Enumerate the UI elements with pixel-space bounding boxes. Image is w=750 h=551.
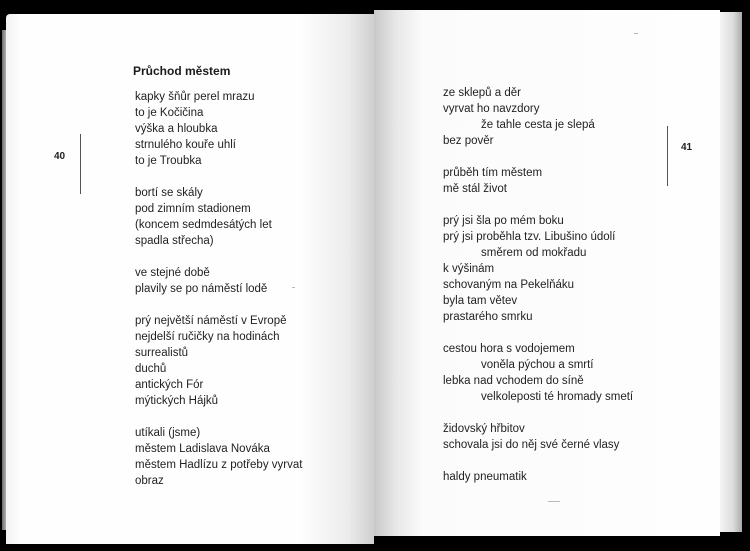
paper-speck xyxy=(292,287,295,288)
stanza-break xyxy=(135,297,302,313)
poem-line: výška a hloubka xyxy=(135,123,218,135)
poem-line: městem Hadlízu z potřeby vyrvat xyxy=(135,459,303,471)
poem-line: plavily se po náměstí lodě xyxy=(135,283,268,295)
poem-line: obraz xyxy=(135,475,164,487)
poem-title: Průchod městem xyxy=(133,64,231,78)
right-page-edges xyxy=(720,12,742,532)
poem-line: průběh tím městem xyxy=(443,167,543,179)
paper-speck xyxy=(548,501,560,502)
left-margin-rule xyxy=(80,134,81,194)
poem-line: utíkali (jsme) xyxy=(135,427,201,439)
poem-line: prý největší náměstí v Evropě xyxy=(135,315,287,327)
poem-line: surrealistů xyxy=(135,347,189,359)
poem-line: prý jsi proběhla tzv. Libušino údolí xyxy=(443,231,616,243)
stanza-break xyxy=(135,249,302,265)
poem-line: bortí se skály xyxy=(135,187,203,199)
poem-line: lebka nad vchodem do síně xyxy=(443,375,584,387)
poem-line: prý jsi šla po mém boku xyxy=(443,215,564,227)
poem-line: ve stejné době xyxy=(135,267,210,279)
right-page-number: 41 xyxy=(681,142,693,153)
stanza-break xyxy=(443,149,633,165)
poem-line: cestou hora s vodojemem xyxy=(443,343,575,355)
left-poem-text xyxy=(135,89,302,489)
poem-line: prastarého smrku xyxy=(443,311,533,323)
poem-line: velkoleposti té hromady smetí xyxy=(481,391,634,403)
paper-speck xyxy=(634,33,638,34)
stanza-break xyxy=(135,409,302,425)
poem-line: mýtických Hájků xyxy=(135,395,219,407)
poem-line: nejdelší ručičky na hodinách xyxy=(135,331,280,343)
poem-line: městem Ladislava Nováka xyxy=(135,443,270,455)
poem-line: směrem od mokřadu xyxy=(481,247,587,259)
stanza-break xyxy=(135,169,302,185)
poem-line: pod zimním stadionem xyxy=(135,203,251,215)
left-page-number: 40 xyxy=(54,151,66,162)
stanza-break xyxy=(443,197,633,213)
poem-line: bez pověr xyxy=(443,135,494,147)
poem-line: spadla střecha) xyxy=(135,235,214,247)
stanza-break xyxy=(443,405,633,421)
poem-line: strnulého kouře uhlí xyxy=(135,139,237,151)
poem-line: byla tam větev xyxy=(443,295,518,307)
poem-line: duchů xyxy=(135,363,167,375)
poem-line: haldy pneumatik xyxy=(443,471,527,483)
right-margin-rule xyxy=(667,126,668,186)
poem-line: vyrvat ho navzdory xyxy=(443,103,540,115)
poem-line: že tahle cesta je slepá xyxy=(481,119,595,131)
poem-line: antických Fór xyxy=(135,379,204,391)
poem-line: ze sklepů a děr xyxy=(443,87,521,99)
stanza-break xyxy=(443,325,633,341)
poem-line: (koncem sedmdesátých let xyxy=(135,219,272,231)
stanza-break xyxy=(443,453,633,469)
poem-line: to je Kočičina xyxy=(135,107,204,119)
poem-line: to je Troubka xyxy=(135,155,202,167)
poem-line: kapky šňůr perel mrazu xyxy=(135,91,255,103)
poem-line: voněla pýchou a smrtí xyxy=(481,359,594,371)
right-poem-text xyxy=(443,85,633,485)
poem-line: schovaným na Pekelňáku xyxy=(443,279,575,291)
poem-line: mě stál život xyxy=(443,183,507,195)
poem-line: schovala jsi do něj své černé vlasy xyxy=(443,439,620,451)
poem-line: židovský hřbitov xyxy=(443,423,525,435)
poem-line: k výšinám xyxy=(443,263,495,275)
